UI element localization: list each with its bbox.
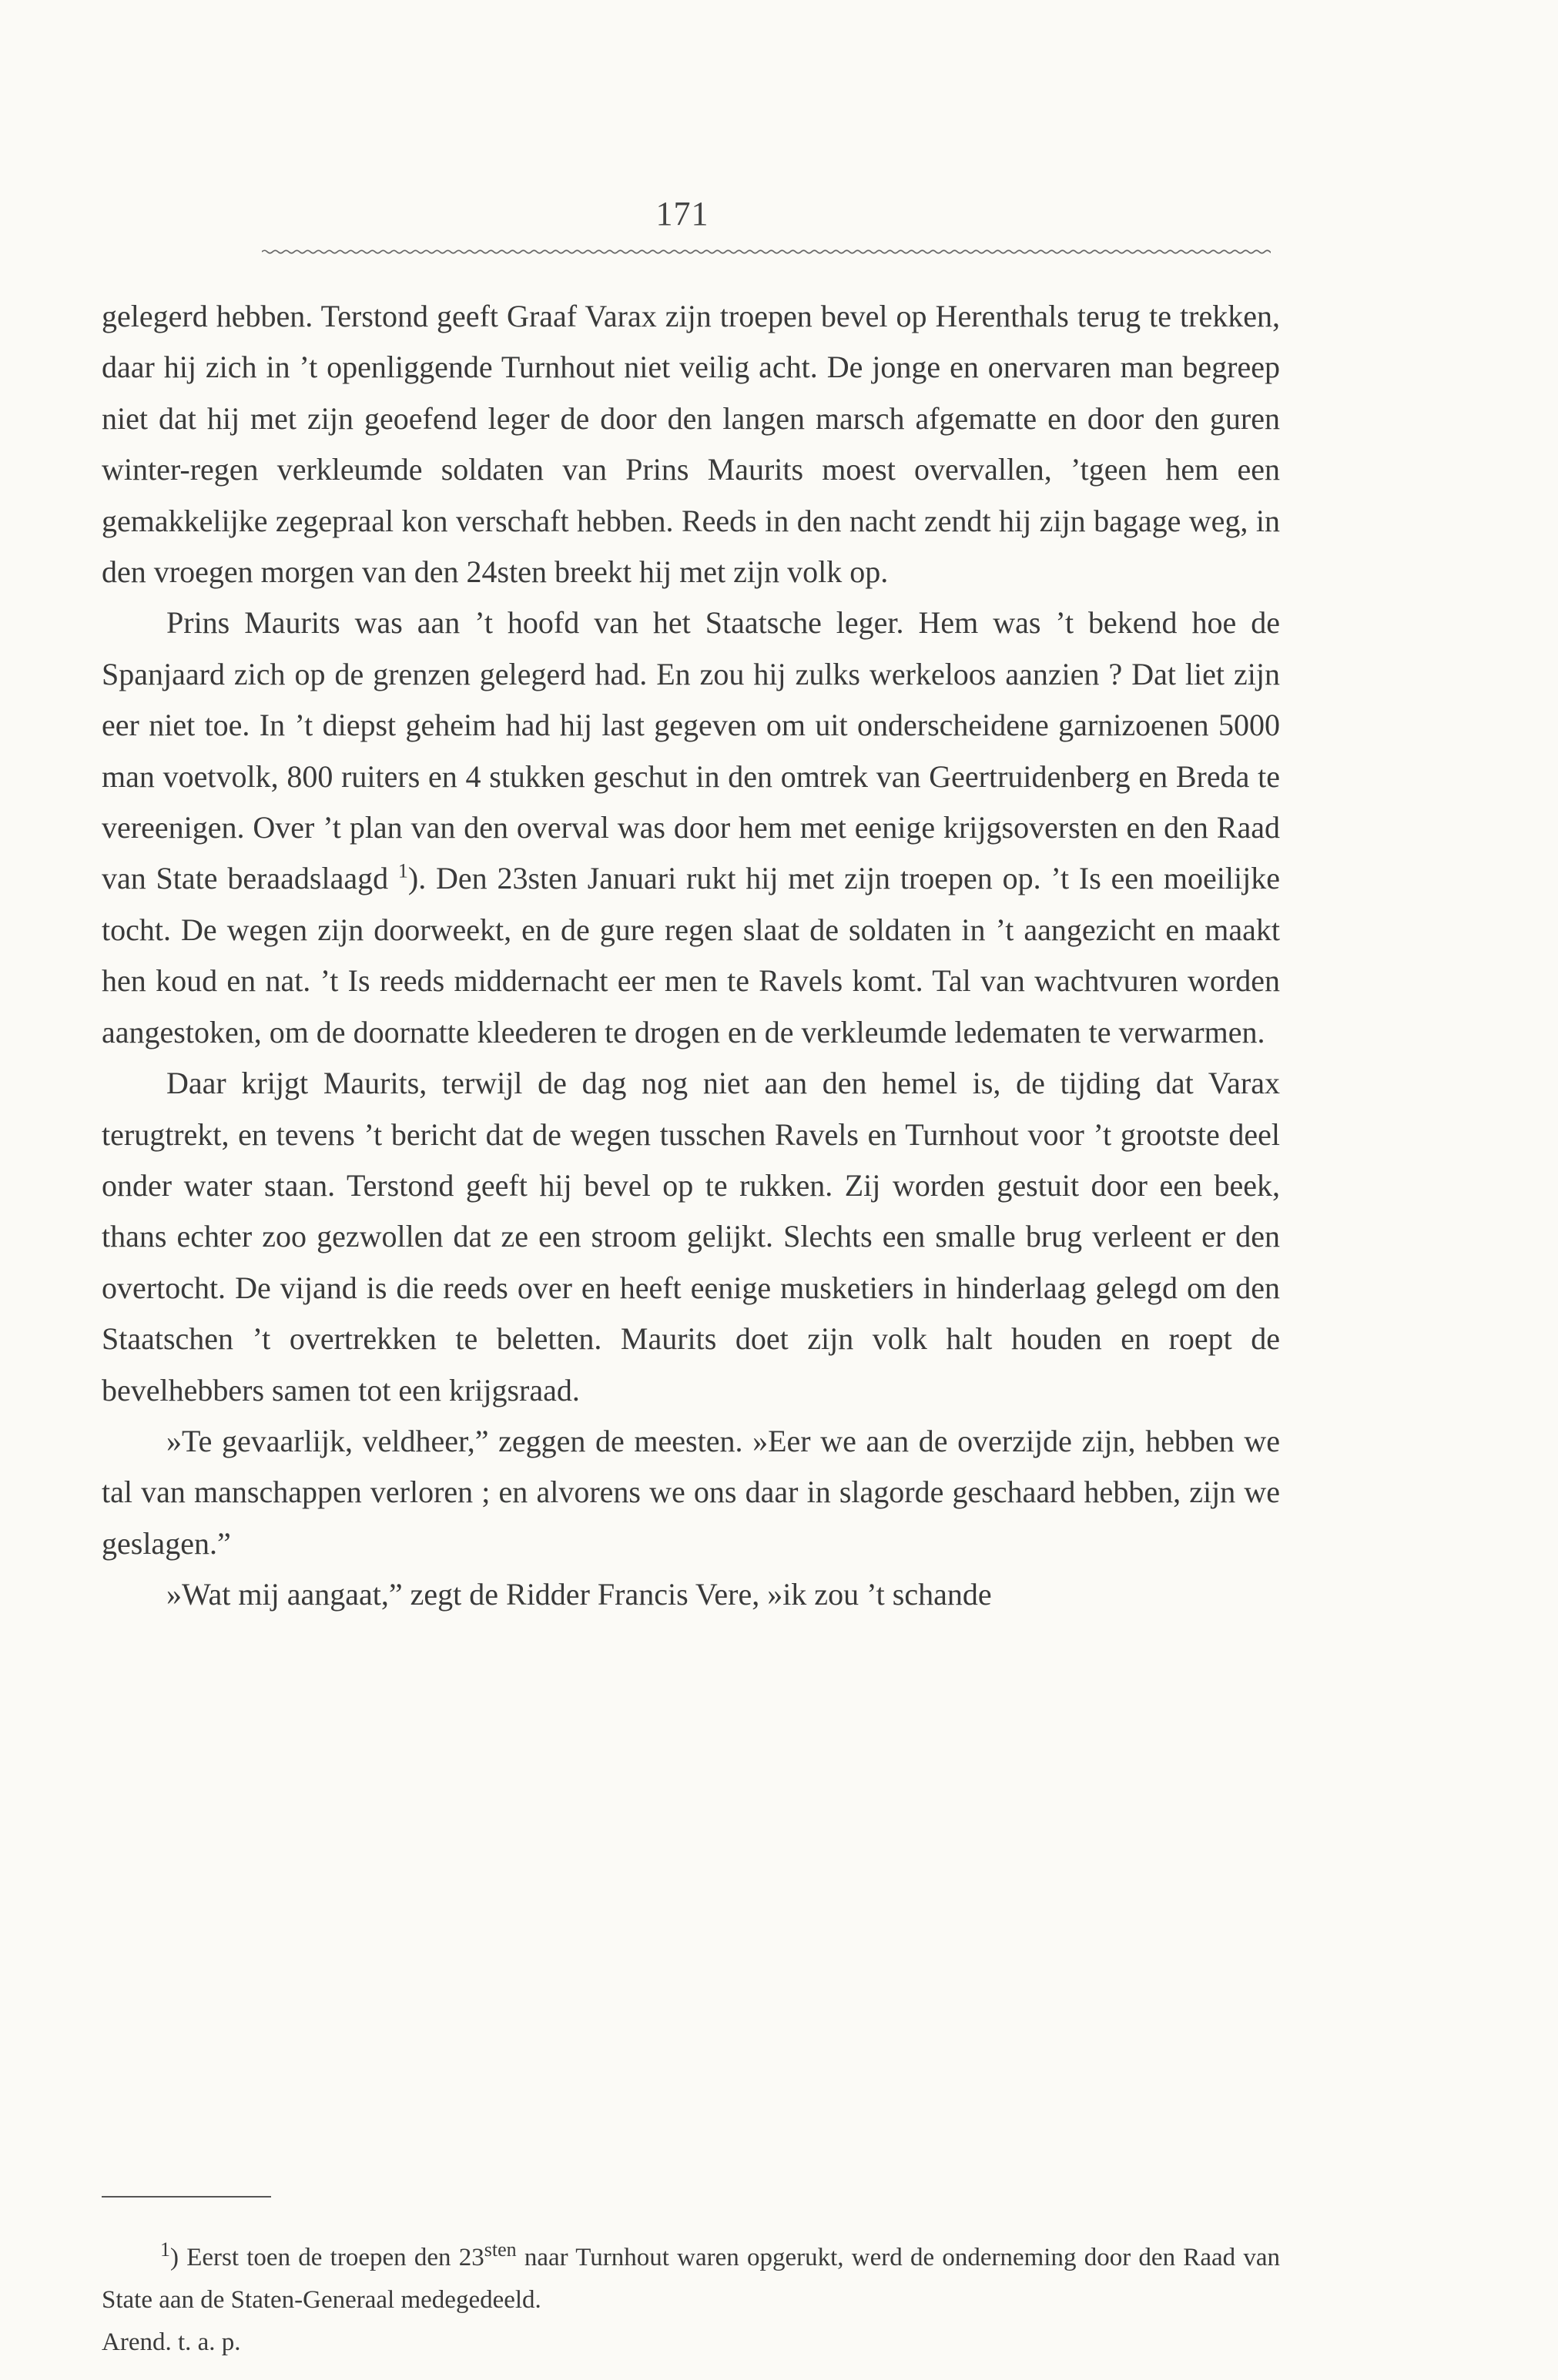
footnote-divider xyxy=(102,2196,271,2198)
footnote-body xyxy=(102,2237,1280,2321)
footnote-source: Arend. t. a. p. xyxy=(102,2328,241,2356)
footnote-superscript: sten xyxy=(484,2238,517,2261)
footnote-text-b: naar Turnhout waren opgerukt, werd de onderneming door den Raad van State aan de Staten-Generaal medegedeeld. xyxy=(102,2244,1280,2314)
footnote-text-a: ) Eerst toen de troepen den 23 xyxy=(170,2244,484,2271)
paragraph-2-continuation: ). Den 23sten Januari rukt hij met zijn troepen op. ’t Is een moeilijke tocht. De wegen zijn doorweekt, en de gure regen slaat de soldaten in ’t aangezicht en maakt hen koud en nat. ’t Is reeds middernacht eer men te Ravels komt. Tal van wachtvuren worden aangestoken, om de doornatte kleederen te drogen en de verkleumde ledematen te verwarmen. xyxy=(102,861,1280,1049)
paragraph-4: »Te gevaarlijk, veldheer,” zeggen de meesten. »Eer we aan de overzijde zijn, hebben we tal van manschappen verloren ; en alvorens we ons daar in slagorde geschaard hebben, zijn we geslagen.” xyxy=(102,1423,1280,1561)
main-text xyxy=(102,291,1280,1621)
paragraph-5: »Wat mij aangaat,” zegt de Ridder Francis Vere, »ik zou ’t schande xyxy=(166,1577,992,1612)
footnote xyxy=(102,2237,1280,2364)
paragraph-3: Daar krijgt Maurits, terwijl de dag nog niet aan den hemel is, de tijding dat Varax terugtrekt, en tevens ’t bericht dat de wegen tusschen Ravels en Turnhout voor ’t grootste deel onder water staan. Terstond geeft hij bevel op te rukken. Zij worden gestuit door een beek, thans echter zoo gezwollen dat ze een stroom gelijkt. Slechts een smalle brug verleent er den overtocht. De vijand is die reeds over en heeft eenige musketiers in hinderlaag gelegd om den Staatschen ’t overtrekken te beletten. Maurits doet zijn volk halt houden en roept de bevelhebbers samen tot een krijgsraad. xyxy=(102,1066,1280,1408)
header-ornamental-rule xyxy=(262,246,1271,257)
paragraph-2 xyxy=(102,598,1280,1058)
page-number: 171 xyxy=(655,195,709,233)
footnote-marker: 1 xyxy=(160,2238,170,2261)
paragraph-2-text: Prins Maurits was aan ’t hoofd van het Staatsche leger. Hem was ’t bekend hoe de Spanjaard zich op de grenzen gelegerd had. En zou hij zulks werkeloos aanzien ? Dat liet zijn eer niet toe. In ’t diepst geheim had hij last gegeven om uit onderscheidene garnizoenen 5000 man voetvolk, 800 ruiters en 4 stukken geschut in den omtrek van Geertruidenberg en Breda te vereenigen. Over ’t plan van den overval was door hem met eenige krijgsoversten en den Raad van State beraadslaagd xyxy=(102,605,1280,896)
paragraph-1: gelegerd hebben. Terstond geeft Graaf Varax zijn troepen bevel op Herenthals terug te trekken, daar hij zich in ’t openliggende Turnhout niet veilig acht. De jonge en onervaren man begreep niet dat hij met zijn geoefend leger de door den langen marsch afgematte en door den guren winter-regen verkleumde soldaten van Prins Maurits moest overvallen, ’tgeen hem een gemakkelijke zegepraal kon verschaft hebben. Reeds in den nacht zendt hij zijn bagage weg, in den vroegen morgen van den 24sten breekt hij met zijn volk op. xyxy=(102,299,1280,590)
footnote-reference: 1 xyxy=(397,860,408,883)
